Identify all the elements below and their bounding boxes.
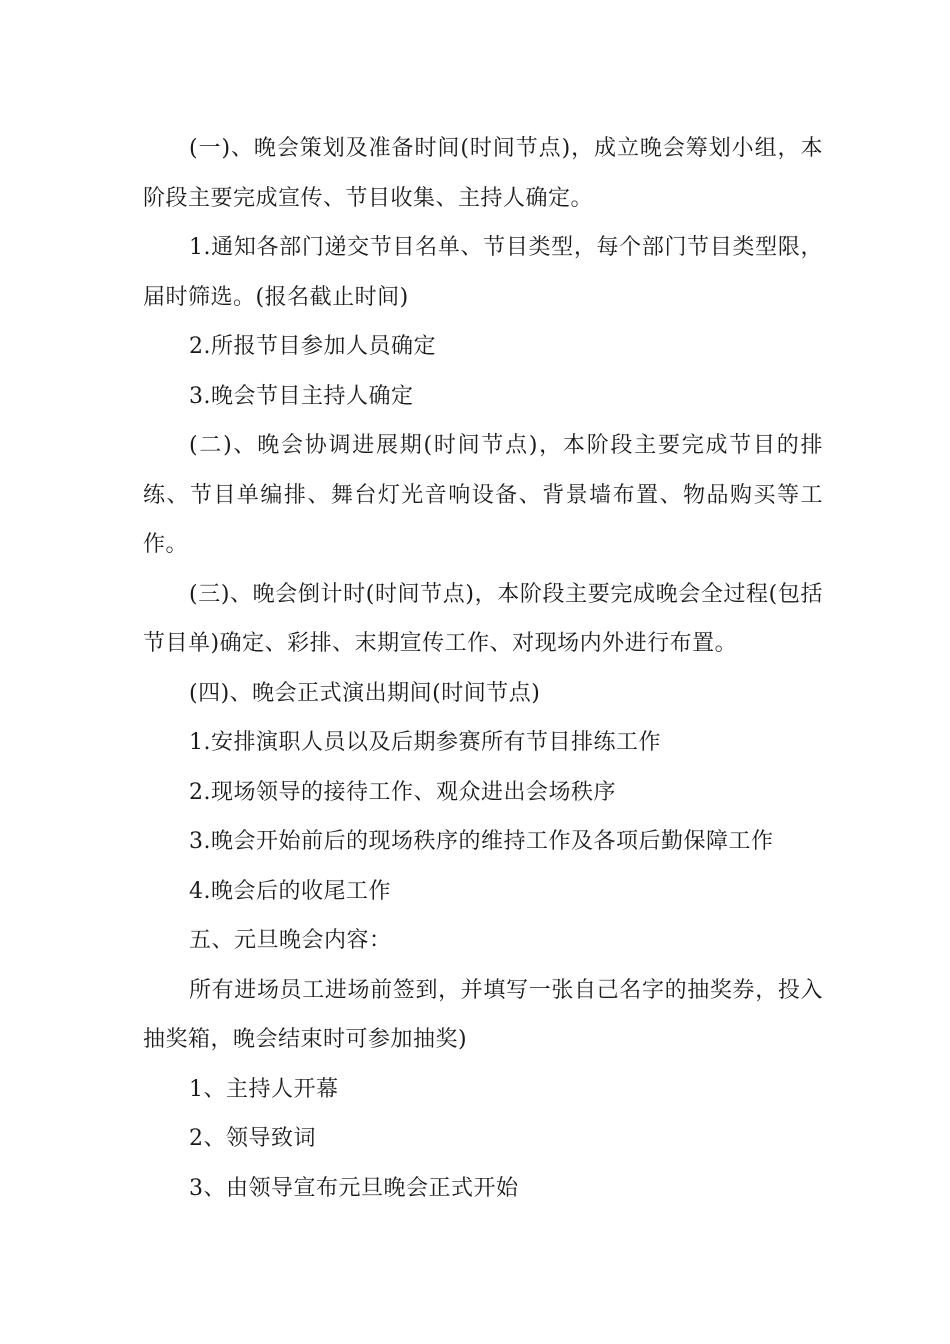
paragraph-item-1-2: 2.所报节目参加人员确定 bbox=[189, 334, 436, 359]
paragraph-section-3: (三)、晚会倒计时(时间节点)，本阶段主要完成晚会全过程(包括节目单)确定、彩排、末期宣传工作、对现场内外进行布置。 bbox=[143, 581, 823, 656]
paragraph-heading-5: 五、元旦晚会内容： bbox=[189, 928, 392, 953]
paragraph-item-4-3: 3.晚会开始前后的现场秩序的维持工作及各项后勤保障工作 bbox=[189, 829, 774, 854]
paragraph-item-4-1: 1.安排演职人员以及后期参赛所有节目排练工作 bbox=[189, 730, 661, 755]
paragraph-item-1-1: 1.通知各部门递交节目名单、节目类型，每个部门节目类型限，届时筛选。(报名截止时间) bbox=[143, 235, 823, 310]
paragraph-item-5-2: 2、领导致词 bbox=[189, 1126, 316, 1151]
paragraph-section-4: (四)、晚会正式演出期间(时间节点) bbox=[189, 680, 541, 706]
paragraph-item-4-2: 2.现场领导的接待工作、观众进出会场秩序 bbox=[189, 779, 616, 805]
paragraph-item-5-1: 1、主持人开幕 bbox=[189, 1076, 339, 1102]
paragraph-section-1: (一)、晚会策划及准备时间(时间节点)，成立晚会筹划小组，本阶段主要完成宣传、节目收集、主持人确定。 bbox=[143, 136, 823, 211]
paragraph-item-5-3: 3、由领导宣布元旦晚会正式开始 bbox=[189, 1175, 519, 1201]
paragraph-item-1-3: 3.晚会节目主持人确定 bbox=[189, 383, 414, 409]
paragraph-item-4-4: 4.晚会后的收尾工作 bbox=[189, 878, 391, 904]
paragraph-section-2: (二)、晚会协调进展期(时间节点)，本阶段主要完成节目的排练、节目单编排、舞台灯光音响设备、背景墙布置、物品购买等工作。 bbox=[143, 433, 823, 557]
paragraph-checkin: 所有进场员工进场前签到，并填写一张自己名字的抽奖券，投入抽奖箱，晚会结束时可参加抽奖) bbox=[143, 977, 823, 1052]
document-body bbox=[143, 124, 823, 1213]
